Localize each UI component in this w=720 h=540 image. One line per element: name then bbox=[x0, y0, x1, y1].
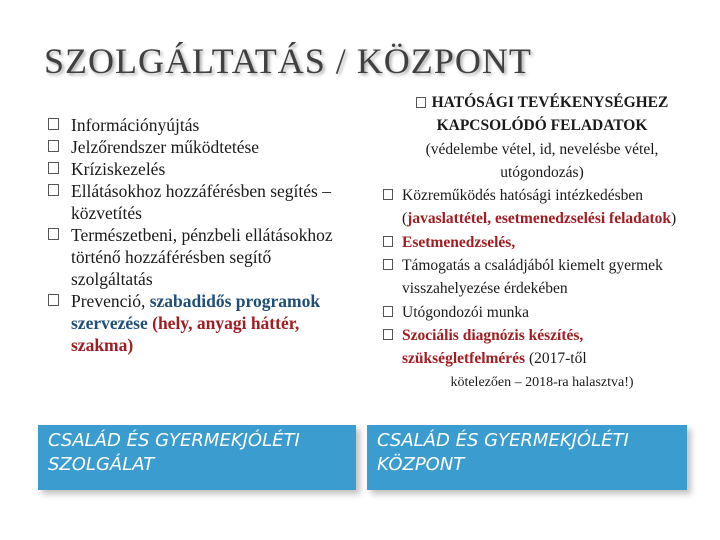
checkbox-bullet-icon bbox=[48, 140, 59, 152]
checkbox-bullet-icon bbox=[48, 228, 59, 240]
service-list bbox=[48, 114, 348, 356]
item-text: Ellátásokhoz hozzáférésben segítés – közvetítés bbox=[71, 181, 331, 223]
list-item bbox=[48, 136, 348, 158]
item-text: Kríziskezelés bbox=[71, 159, 166, 179]
highlight-blue: szabadidős programok szervezése bbox=[71, 291, 321, 333]
list-item bbox=[383, 301, 701, 324]
checkbox-bullet-icon bbox=[416, 97, 426, 108]
checkbox-bullet-icon bbox=[383, 259, 393, 270]
checkbox-bullet-icon bbox=[383, 189, 393, 200]
checkbox-bullet-icon bbox=[48, 118, 59, 130]
list-item bbox=[48, 290, 348, 356]
left-column bbox=[48, 114, 348, 356]
list-item bbox=[48, 158, 348, 180]
item-text: Információnyújtás bbox=[71, 115, 200, 135]
list-item bbox=[48, 114, 348, 136]
checkbox-bullet-icon bbox=[48, 162, 59, 174]
list-item bbox=[383, 184, 701, 231]
list-item bbox=[48, 180, 348, 224]
checkbox-bullet-icon bbox=[383, 306, 393, 317]
section-header: HATÓSÁGI TEVÉKENYSÉGHEZ KAPCSOLÓDÓ FELADATOK bbox=[431, 94, 669, 135]
right-column bbox=[383, 91, 701, 394]
highlight-red: Esetmenedzselés, bbox=[402, 233, 516, 251]
item-text-suffix: ) bbox=[671, 210, 677, 228]
service-label-box: CSALÁD ÉS GYERMEKJÓLÉTI SZOLGÁLAT bbox=[38, 425, 356, 490]
checkbox-bullet-icon bbox=[48, 294, 59, 306]
list-item bbox=[48, 224, 348, 290]
paren-close: ) bbox=[127, 335, 134, 355]
task-items bbox=[383, 184, 701, 370]
checkbox-bullet-icon bbox=[48, 184, 59, 196]
item-text: Támogatás a családjából kiemelt gyermek visszahelyezése érdekében bbox=[402, 257, 663, 298]
header-note: (védelembe vétel, id, nevelésbe vétel, utógondozás) bbox=[425, 140, 659, 181]
paren-open: ( bbox=[147, 313, 158, 333]
highlight-red: hely, anyagi háttér, szakma bbox=[71, 313, 300, 355]
checkbox-bullet-icon bbox=[383, 236, 393, 247]
footnote: kötelezően – 2018-ra halasztva!) bbox=[450, 374, 634, 390]
item-text-prefix: Prevenció, bbox=[71, 291, 150, 311]
checkbox-bullet-icon bbox=[383, 329, 393, 340]
center-task-list bbox=[383, 91, 701, 138]
highlight-red: Szociális diagnózis készítés, szükségletfelmérés bbox=[402, 326, 584, 368]
center-label-box: CSALÁD ÉS GYERMEKJÓLÉTI KÖZPONT bbox=[367, 425, 687, 490]
list-item bbox=[383, 231, 701, 254]
item-text: Jelzőrendszer működtetése bbox=[71, 137, 260, 157]
item-text: Utógondozói munka bbox=[402, 303, 529, 321]
list-header bbox=[383, 91, 701, 138]
list-item bbox=[383, 324, 701, 371]
item-text-prefix: Közreműködés hatósági intézkedésben ( bbox=[402, 187, 644, 228]
list-item bbox=[383, 254, 701, 301]
page-title: SZOLGÁLTATÁS / KÖZPONT bbox=[44, 41, 532, 81]
highlight-red: javaslattétel, esetmenedzselési feladatok bbox=[407, 210, 672, 228]
item-text-suffix: (2017-től bbox=[525, 350, 587, 368]
item-text: Természetbeni, pénzbeli ellátásokhoz történő hozzáférésben segítő szolgáltatás bbox=[71, 225, 333, 289]
